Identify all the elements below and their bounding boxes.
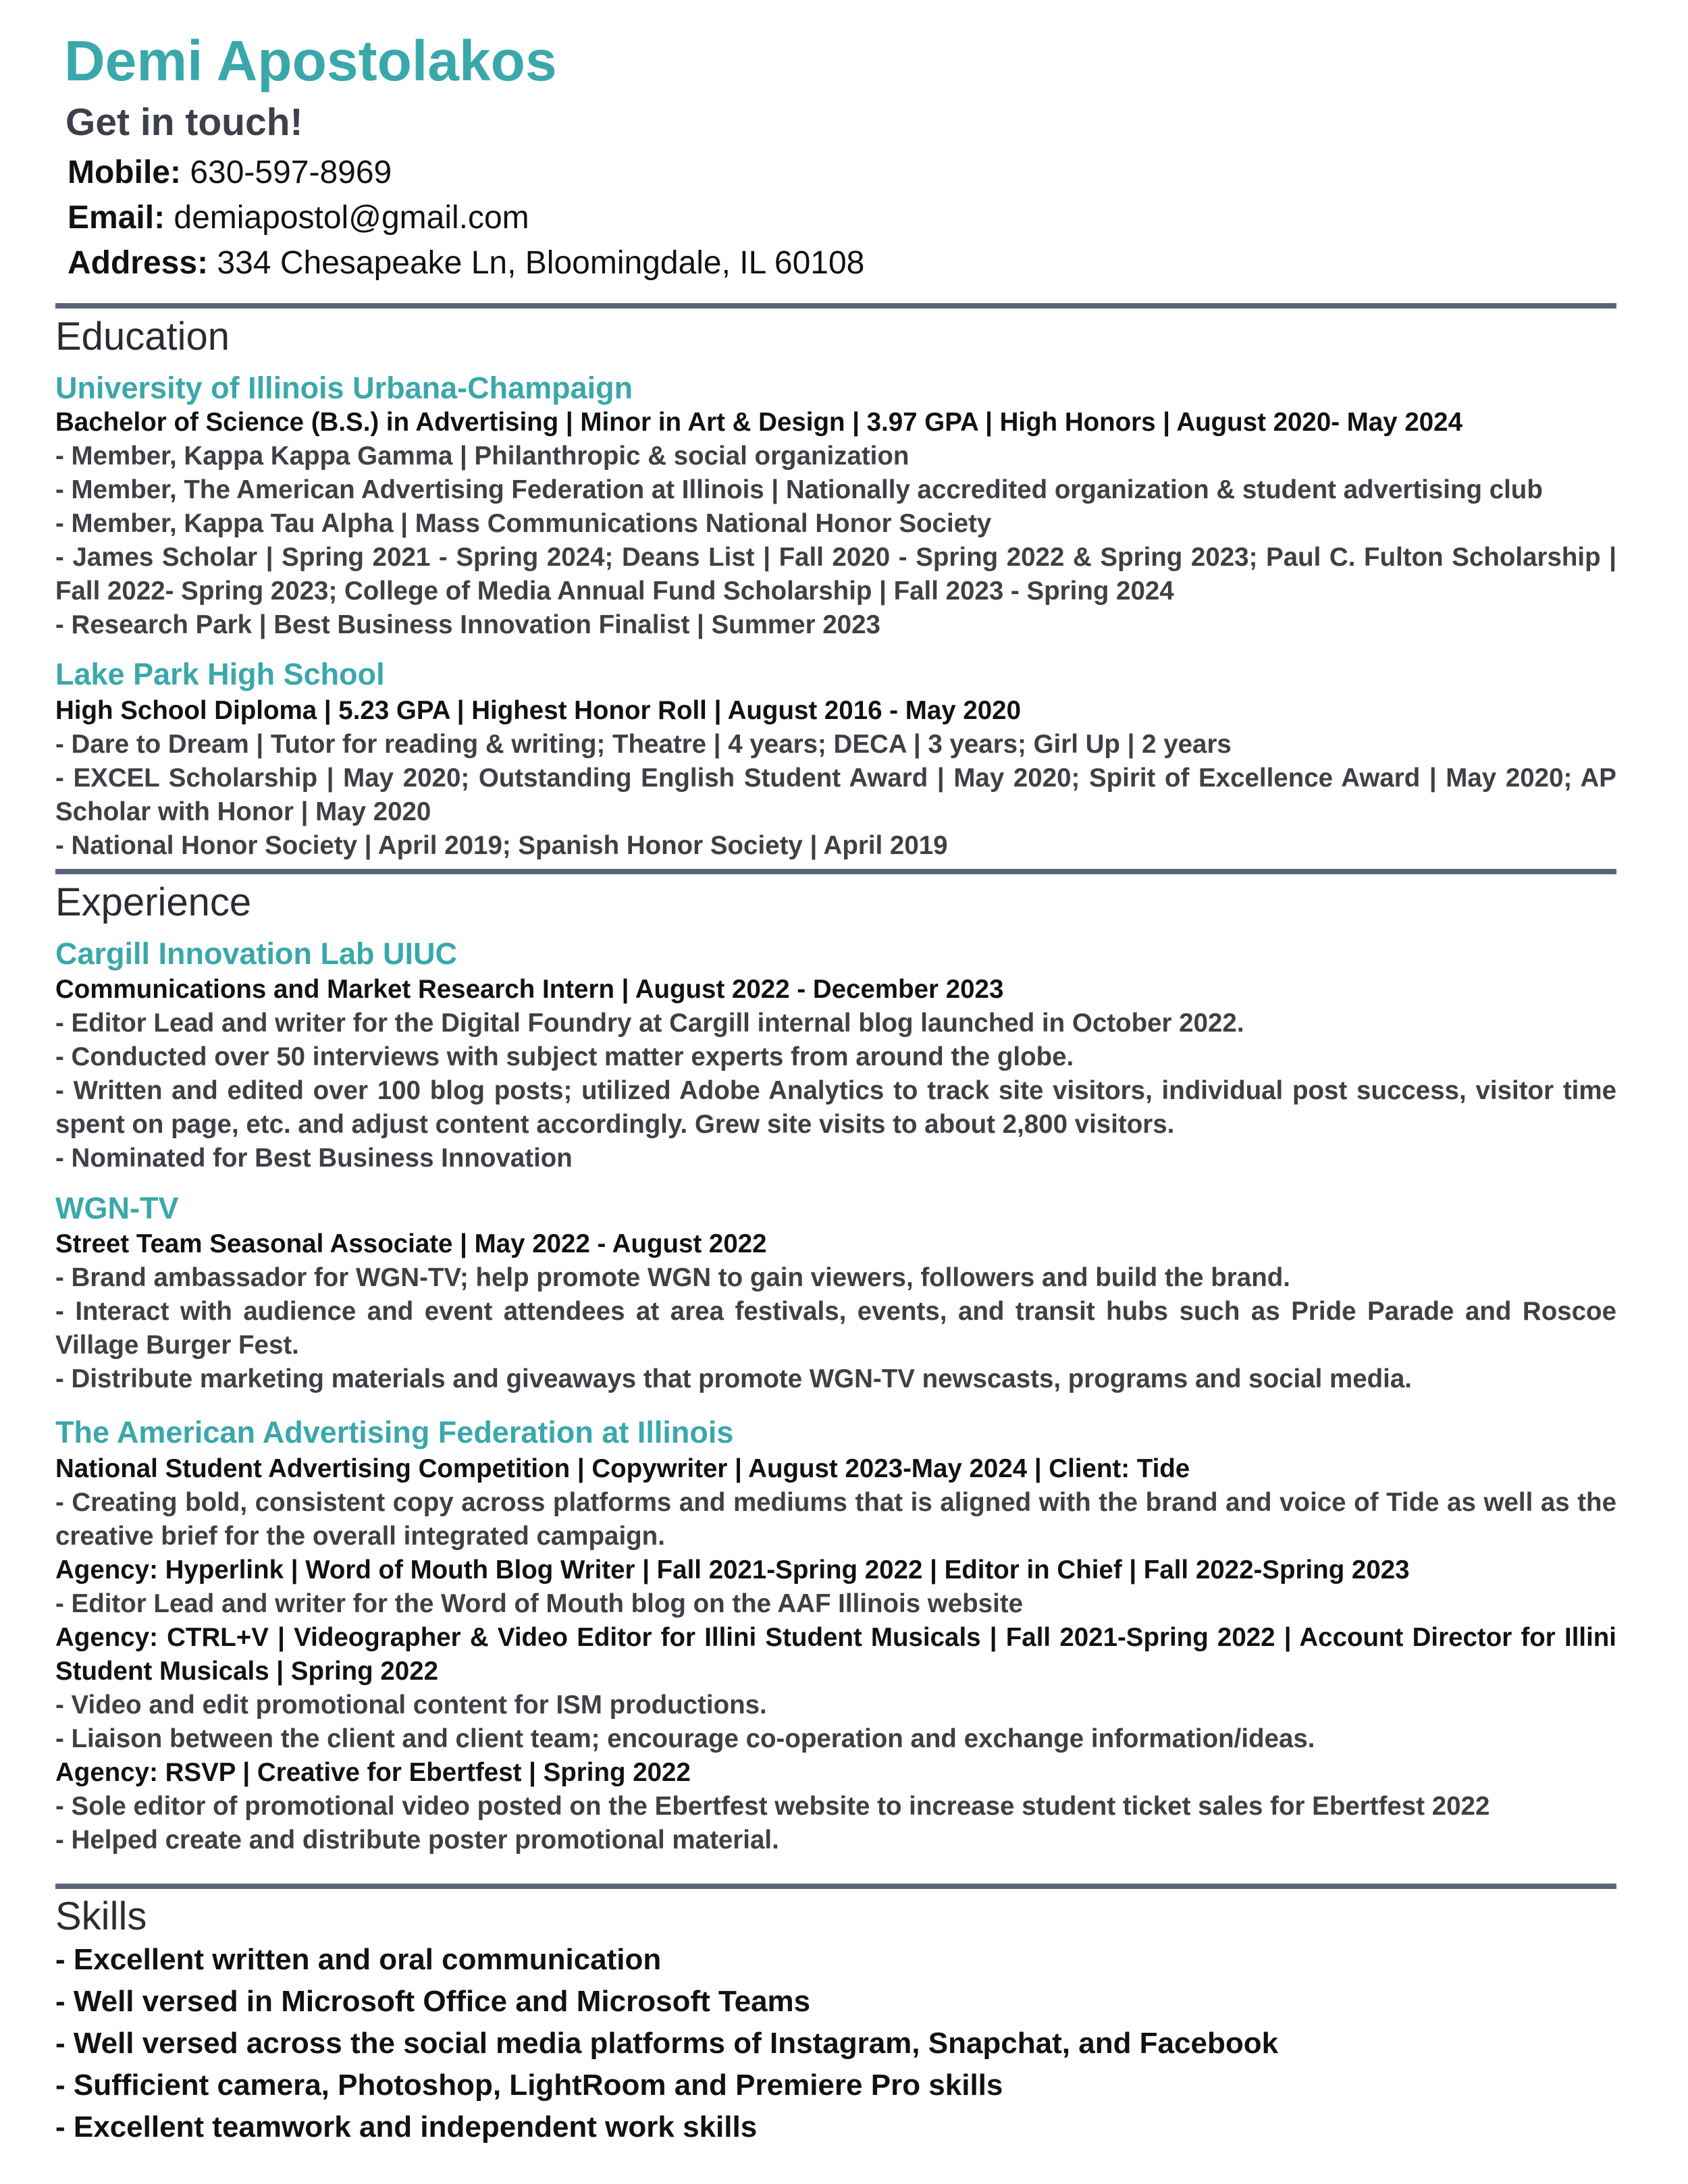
list-item: - Editor Lead and writer for the Word of Mouth blog on the AAF Illinois website xyxy=(55,1589,1024,1618)
email-label: Email: xyxy=(68,200,165,236)
wgn-role: Street Team Seasonal Associate | May 2022 - August 2022 xyxy=(55,1229,767,1258)
uiuc-degree: Bachelor of Science (B.S.) in Advertising | Minor in Art & Design | 3.97 GPA | High Honors | August 2020- May 2024 xyxy=(55,408,1463,437)
wgn-org: WGN-TV xyxy=(55,1191,179,1225)
skills-list xyxy=(55,1939,1616,2148)
list-item: - Creating bold, consistent copy across platforms and mediums that is aligned with the brand and voice of Tide as well as the creative brief for the overall integrated campaign. xyxy=(55,1488,1616,1551)
cargill-org: Cargill Innovation Lab UIUC xyxy=(55,936,458,971)
list-item: - Video and edit promotional content for ISM productions. xyxy=(55,1690,767,1720)
list-item: - Excellent teamwork and independent work skills xyxy=(55,2110,758,2143)
list-item: - Conducted over 50 interviews with subject matter experts from around the globe. xyxy=(55,1042,1074,1071)
list-item: - Excellent written and oral communication xyxy=(55,1943,662,1976)
list-item: - Member, Kappa Kappa Gamma | Philanthropic & social organization xyxy=(55,442,909,471)
section-divider xyxy=(55,869,1616,874)
list-item: - Editor Lead and writer for the Digital Foundry at Cargill internal blog launched in October 2022. xyxy=(55,1009,1244,1038)
list-item: - Sole editor of promotional video posted on the Ebertfest website to increase student ticket sales for Ebertfest 2022 xyxy=(55,1792,1490,1821)
mobile-value: 630-597-8969 xyxy=(190,155,392,190)
list-item: - Brand ambassador for WGN-TV; help promote WGN to gain viewers, followers and build the brand. xyxy=(55,1263,1290,1292)
aaf-org: The American Advertising Federation at Illinois xyxy=(55,1415,734,1449)
contact-address xyxy=(68,247,864,279)
contact-email xyxy=(68,202,529,234)
section-divider xyxy=(55,303,1616,309)
aaf-role: National Student Advertising Competition | Copywriter | August 2023-May 2024 | Client: Tide xyxy=(55,1454,1190,1483)
list-item: - Well versed across the social media platforms of Instagram, Snapchat, and Facebook xyxy=(55,2027,1279,2060)
list-item: - Sufficient camera, Photoshop, LightRoom and Premiere Pro skills xyxy=(55,2069,1003,2102)
contact-mobile xyxy=(68,157,392,189)
list-item: - Helped create and distribute poster promotional material. xyxy=(55,1826,779,1855)
list-item: - Dare to Dream | Tutor for reading & writing; Theatre | 4 years; DECA | 3 years; Girl Up | 2 years xyxy=(55,730,1232,759)
list-item: - Member, Kappa Tau Alpha | Mass Communications National Honor Society xyxy=(55,509,992,538)
list-item: - EXCEL Scholarship | May 2020; Outstanding English Student Award | May 2020; Spirit of Excellence Award | May 2020; AP Scholar with Honor | May 2020 xyxy=(55,764,1616,826)
skills-heading: Skills xyxy=(55,1894,147,1938)
experience-heading: Experience xyxy=(55,880,252,924)
address-value: 334 Chesapeake Ln, Bloomingdale, IL 60108 xyxy=(217,245,865,281)
list-item: - Well versed in Microsoft Office and Microsoft Teams xyxy=(55,1985,811,2018)
uiuc-org: University of Illinois Urbana-Champaign xyxy=(55,371,633,405)
list-item: - Liaison between the client and client team; encourage co-operation and exchange information/ideas. xyxy=(55,1724,1315,1753)
cargill-role: Communications and Market Research Intern | August 2022 - December 2023 xyxy=(55,975,1004,1004)
section-divider xyxy=(55,1884,1616,1889)
education-heading: Education xyxy=(55,315,230,358)
email-value: demiapostol@gmail.com xyxy=(174,200,529,236)
list-item: - Research Park | Best Business Innovation Finalist | Summer 2023 xyxy=(55,610,880,639)
wgn-details xyxy=(55,1227,1616,1396)
uiuc-details xyxy=(55,406,1616,642)
list-item: - Nominated for Best Business Innovation xyxy=(55,1144,573,1173)
agency-hyperlink: Agency: Hyperlink | Word of Mouth Blog Writer | Fall 2021-Spring 2022 | Editor in Chief | Fall 2022-Spring 2023 xyxy=(55,1555,1410,1584)
lphs-org: Lake Park High School xyxy=(55,657,385,691)
agency-rsvp: Agency: RSVP | Creative for Ebertfest | Spring 2022 xyxy=(55,1758,691,1787)
mobile-label: Mobile: xyxy=(68,155,181,190)
aaf-details xyxy=(55,1452,1616,1857)
lphs-degree: High School Diploma | 5.23 GPA | Highest Honor Roll | August 2016 - May 2020 xyxy=(55,696,1021,725)
address-label: Address: xyxy=(68,245,209,281)
list-item: - Member, The American Advertising Federation at Illinois | Nationally accredited organization & student advertising club xyxy=(55,475,1543,504)
candidate-name: Demi Apostolakos xyxy=(64,29,557,92)
contact-heading: Get in touch! xyxy=(65,101,303,144)
list-item: - James Scholar | Spring 2021 - Spring 2024; Deans List | Fall 2020 - Spring 2022 & Spring 2023; Paul C. Fulton Scholarship | Fall 2022- Spring 2023; College of Media Annual Fund Scholarship | Fall 2023 - Spring 2024 xyxy=(55,543,1616,606)
cargill-details xyxy=(55,973,1616,1175)
list-item: - Interact with audience and event attendees at area festivals, events, and transit hubs such as Pride Parade and Roscoe Village Burger Fest. xyxy=(55,1297,1616,1360)
lphs-details xyxy=(55,694,1616,863)
list-item: - Written and edited over 100 blog posts; utilized Adobe Analytics to track site visitors, individual post success, visitor time spent on page, etc. and adjust content accordingly. Grew site visits to about 2,800 visitors. xyxy=(55,1076,1616,1139)
agency-ctrlv: Agency: CTRL+V | Videographer & Video Editor for Illini Student Musicals | Fall 2021-Spring 2022 | Account Director for Illini Student Musicals | Spring 2022 xyxy=(55,1623,1616,1686)
list-item: - Distribute marketing materials and giveaways that promote WGN-TV newscasts, programs and social media. xyxy=(55,1364,1412,1393)
list-item: - National Honor Society | April 2019; Spanish Honor Society | April 2019 xyxy=(55,831,948,860)
